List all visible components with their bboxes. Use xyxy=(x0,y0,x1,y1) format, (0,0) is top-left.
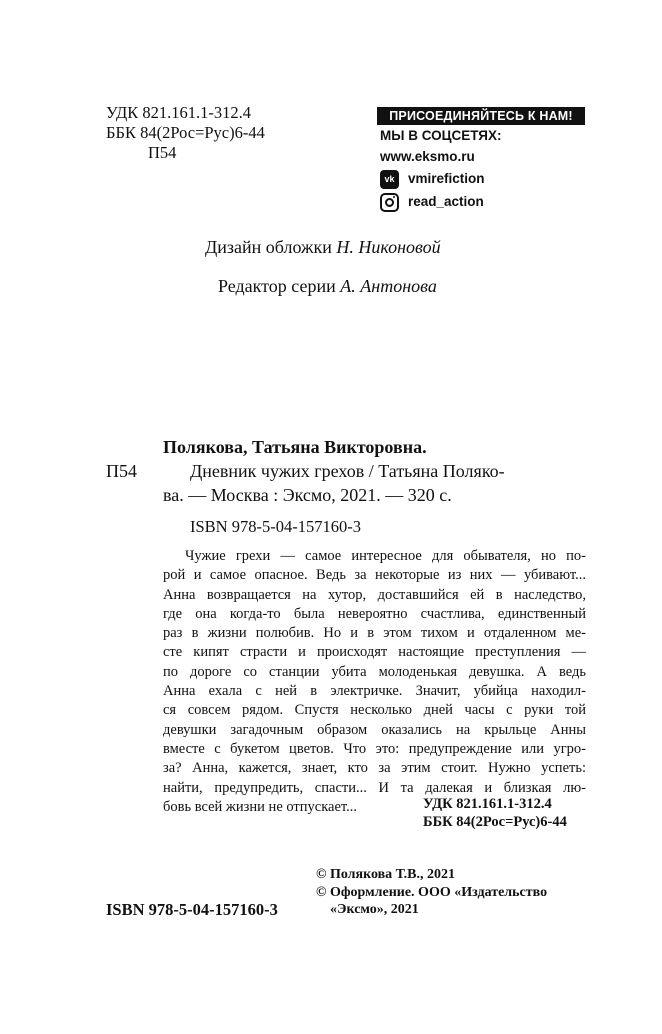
cover-design-label: Дизайн обложки xyxy=(205,237,337,257)
copyright-design-line2: «Эксмо», 2021 xyxy=(330,902,419,917)
footer-udk: УДК 821.161.1-312.4 xyxy=(423,796,552,812)
annotation-line: где она когда-то была невероятно счастлива, единственный xyxy=(163,605,586,622)
series-editor-credit xyxy=(218,275,437,297)
annotation-line: вместе с букетом цветов. Что это: предупреждение или угро- xyxy=(163,740,586,757)
record-code: П54 xyxy=(106,461,137,481)
join-us-banner: ПРИСОЕДИНЯЙТЕСЬ К НАМ! xyxy=(377,107,585,125)
cover-design-credit xyxy=(205,236,441,258)
copyright-author: © Полякова Т.В., 2021 xyxy=(316,867,455,882)
annotation-line: сте кипят страсти и происходят настоящие преступления — xyxy=(163,644,586,661)
record-title-line1: Дневник чужих грехов / Татьяна Поляко- xyxy=(190,461,505,481)
vk-handle-link[interactable]: vmirefiction xyxy=(408,171,485,186)
annotation-line: раз в жизни полюбив. Но и в этом тихом и отдаленном ме- xyxy=(163,625,586,642)
instagram-handle-link[interactable]: read_action xyxy=(408,194,484,209)
website-link[interactable]: www.eksmo.ru xyxy=(380,149,475,164)
annotation-line: Чужие грехи — самое интересное для обывателя, но по- xyxy=(185,548,586,564)
bbk-code: ББК 84(2Рос=Рус)6-44 xyxy=(106,123,265,142)
copyright-design-line1: © Оформление. ООО «Издательство xyxy=(316,885,548,900)
annotation-line: девушки загадочным образом оказались на крыльце Анны xyxy=(163,721,586,738)
social-subtitle: МЫ В СОЦСЕТЯХ: xyxy=(380,128,502,143)
record-isbn: ISBN 978-5-04-157160-3 xyxy=(190,517,361,536)
record-title-line2: ва. — Москва : Эксмо, 2021. — 320 с. xyxy=(163,485,452,505)
footer-isbn: ISBN 978-5-04-157160-3 xyxy=(106,900,278,919)
annotation-line: за? Анна, кажется, знает, кто за этим стоит. Нужно успеть: xyxy=(163,760,586,777)
annotation-text xyxy=(163,547,586,817)
instagram-icon xyxy=(380,193,399,212)
footer-bbk: ББК 84(2Рос=Рус)6-44 xyxy=(423,814,567,830)
cover-designer-name: Н. Никоновой xyxy=(336,237,441,257)
record-author: Полякова, Татьяна Викторовна. xyxy=(163,437,427,457)
annotation-line: по дороге со станции убита молоденькая девушка. А ведь xyxy=(163,663,586,680)
annotation-line: найти, предупредить, спасти... И та далекая и близкая лю- xyxy=(163,779,586,796)
annotation-line: рой и самое опасное. Ведь за некоторые из них — убивают... xyxy=(163,567,586,584)
annotation-line: Анна ехала с ней в электричке. Значит, убийца находил- xyxy=(163,683,586,700)
vk-logo-icon: vk xyxy=(380,170,399,189)
series-editor-name: А. Антонова xyxy=(340,276,437,296)
udk-code: УДК 821.161.1-312.4 xyxy=(106,103,252,122)
annotation-line: Анна возвращается на хутор, доставшийся ей в наследство, xyxy=(163,586,586,603)
annotation-line: бовь всей жизни не отпускает... xyxy=(163,798,358,815)
annotation-line: ся совсем рядом. Спустя несколько дней часы с руки той xyxy=(163,702,586,719)
author-sign-code: П54 xyxy=(148,143,177,162)
series-editor-label: Редактор серии xyxy=(218,276,341,296)
